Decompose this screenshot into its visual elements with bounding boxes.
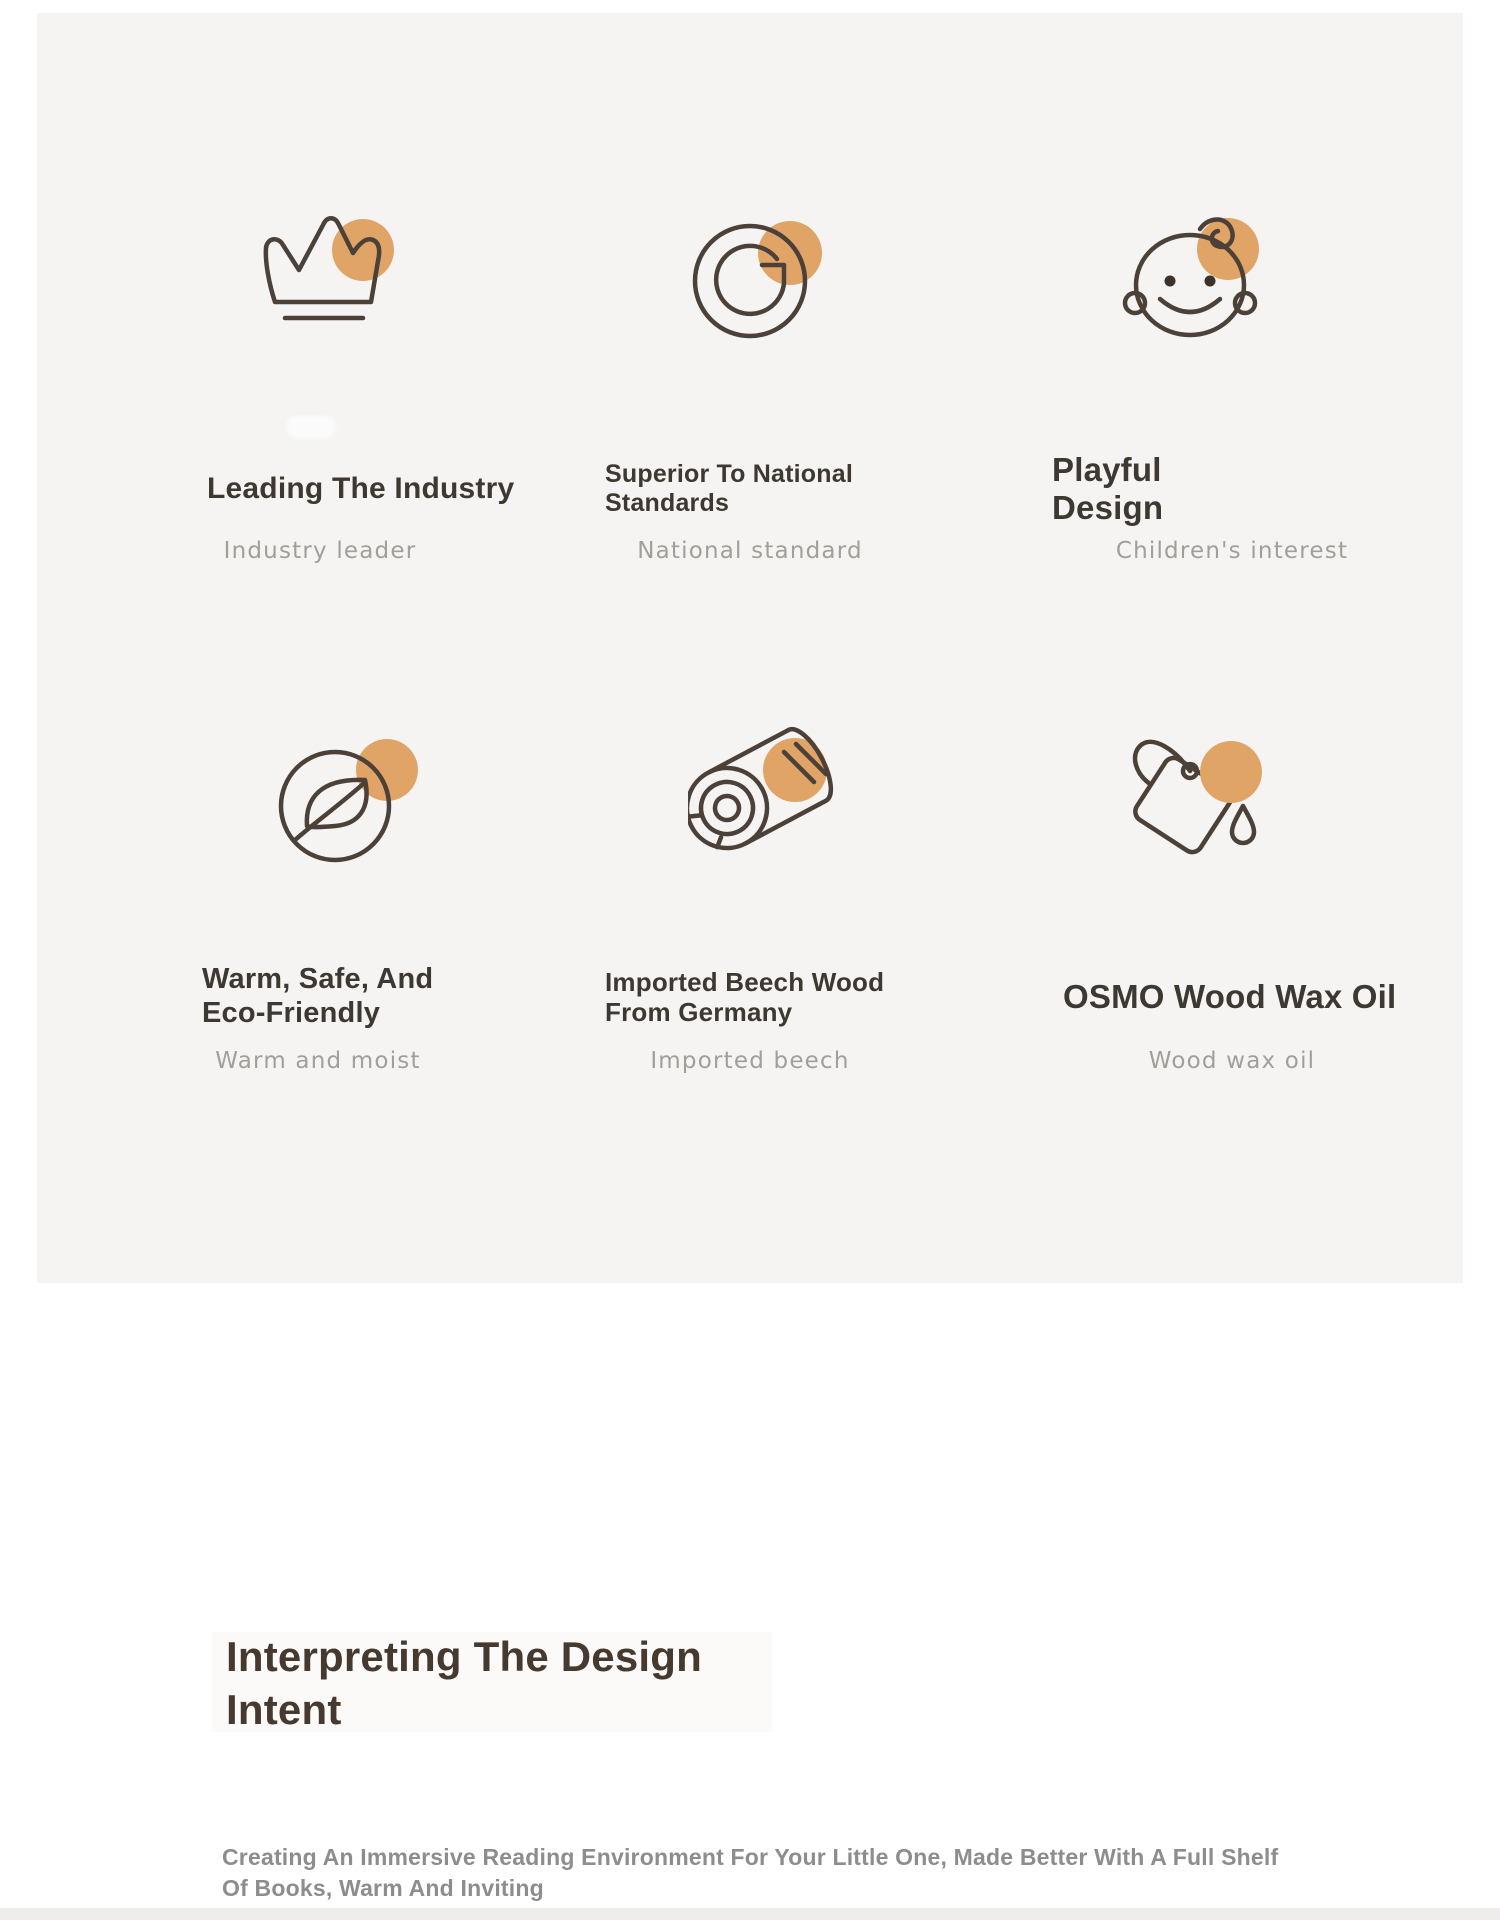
- feature-title-line: Imported Beech Wood: [605, 966, 885, 997]
- feature-title-line: Warm, Safe, And: [202, 963, 434, 996]
- feature-title-line: Design: [1052, 489, 1164, 526]
- feature-subtitle: Imported beech: [650, 1048, 850, 1074]
- feature-title-line: OSMO Wood Wax Oil: [1063, 977, 1397, 1015]
- feature-title: [605, 445, 1025, 533]
- feature-subtitle: Warm and moist: [215, 1048, 421, 1074]
- feature-subtitle: Children's interest: [1115, 538, 1349, 564]
- feature-subtitle: Wood wax oil: [1148, 1048, 1316, 1074]
- section-heading: [226, 1630, 866, 1736]
- feature-title: [207, 445, 647, 533]
- feature-title-line: Superior To National: [605, 460, 853, 488]
- feature-title-line: Standards: [605, 489, 730, 517]
- features-panel: [37, 13, 1463, 1283]
- feature-title-line: Eco-Friendly: [202, 997, 381, 1029]
- leaf-circle-icon: [265, 726, 435, 876]
- feature-subtitle: National standard: [637, 538, 863, 564]
- wood-log-icon: [688, 724, 858, 874]
- section-heading-line: Intent: [226, 1686, 342, 1733]
- feature-title: [605, 955, 1045, 1039]
- feature-title-line: Leading The Industry: [207, 471, 515, 505]
- baby-face-icon: [1118, 203, 1288, 353]
- section-description: Creating An Immersive Reading Environment For Your Little One, Made Better With A Full Shelf Of Books, Warm And Inviting: [222, 1844, 1279, 1901]
- crown-icon: [245, 200, 415, 350]
- section-heading-line: Interpreting The Design: [226, 1633, 702, 1680]
- feature-title: [1063, 955, 1500, 1039]
- feature-subtitle: Industry leader: [223, 538, 417, 564]
- decorative-blob: [287, 416, 335, 438]
- next-section-edge: [0, 1908, 1500, 1920]
- g-circle-icon: [682, 205, 852, 355]
- feature-title-line: Playful: [1052, 450, 1162, 488]
- feature-title-line: From Germany: [605, 997, 793, 1027]
- paint-bucket-icon: [1112, 722, 1282, 872]
- feature-title: [1052, 445, 1472, 533]
- feature-title: [202, 955, 642, 1039]
